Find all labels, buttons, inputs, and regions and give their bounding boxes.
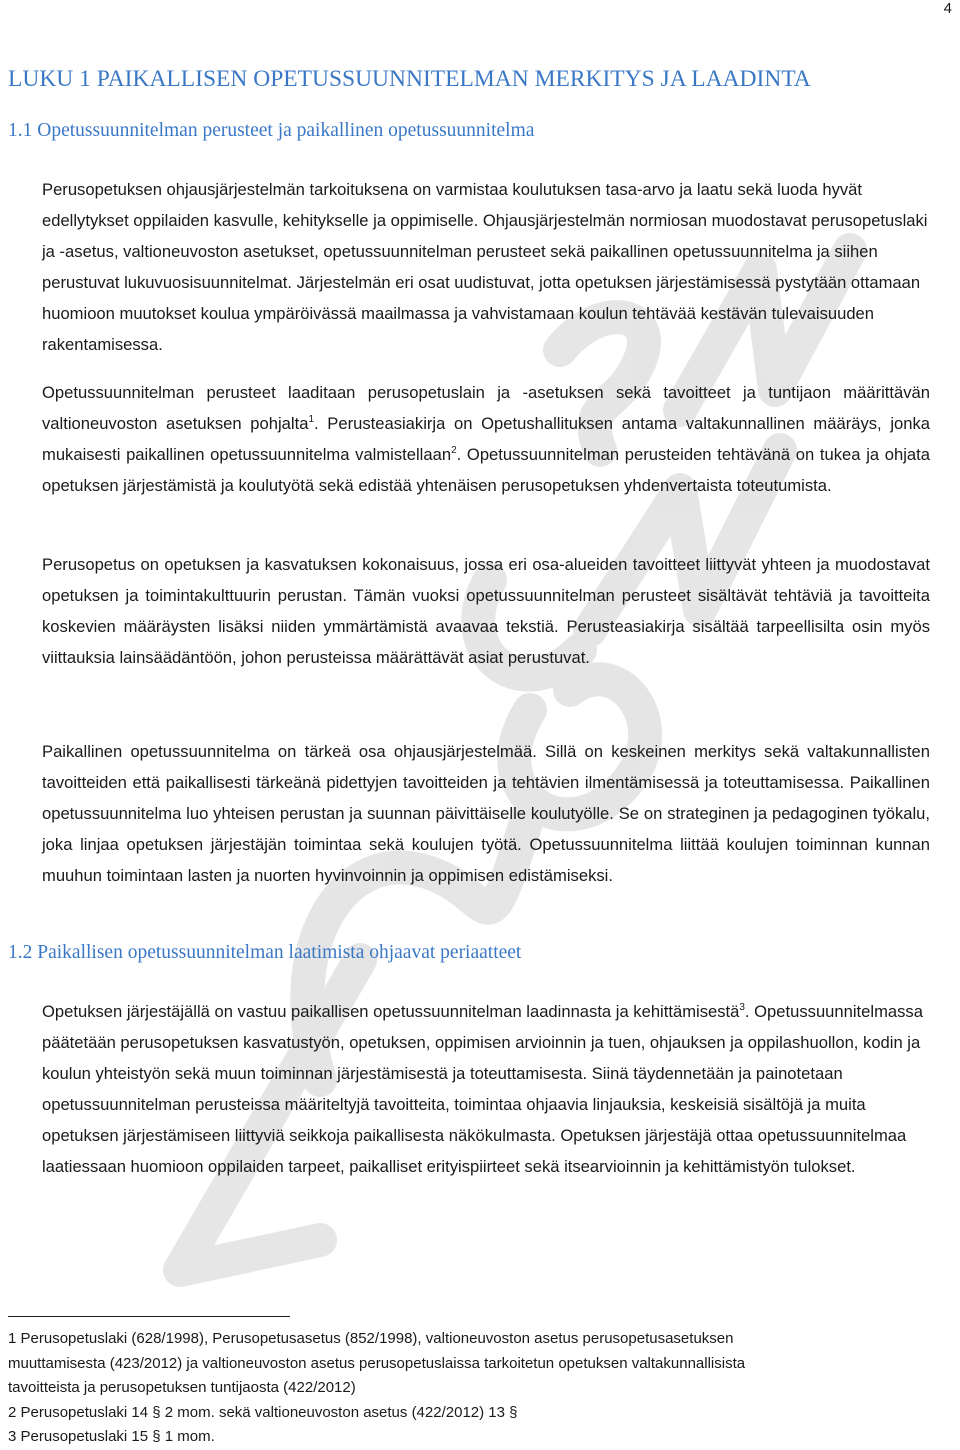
footnote-1	[8, 1327, 938, 1401]
footnote-2: 2 Perusopetuslaki 14 § 2 mom. sekä valtioneuvoston asetus (422/2012) 13 §	[8, 1403, 518, 1421]
section-heading-1-2: 1.2 Paikallisen opetussuunnitelman laatimista ohjaavat periaatteet	[8, 942, 522, 963]
paragraph-perusopetus-kokonaisuus: Perusopetus on opetuksen ja kasvatuksen kokonaisuus, jossa eri osa-alueiden tavoitteet liittyvät yhteen ja muodostavat opetuksen ja toimintakulttuurin perustan. Tämän vuoksi opetussuunnitelman perusteet sisältävät tehtäviä ja tavoitteita koskevien määräysten lisäksi niiden ymmärtämistä avaavaa tekstiä. Perusteasiakirja sisältää tarpeellisilta osin myös viittauksia lainsäädäntöön, johon perusteissa määrättävät asiat perustuvat.	[42, 555, 930, 667]
page-number: 4	[943, 0, 952, 17]
paragraph-text: . Opetussuunnitelmassa päätetään perusopetuksen kasvatustyön, opetuksen, oppimisen arvioinnin ja tuen, ohjauksen ja oppilashuollon, kodin ja koulun yhteistyön sekä muun toiminnan järjestämisestä ja toteuttamisesta. Siinä täydennetään ja painotetaan opetussuunnitelman perusteissa määriteltyjä tavoitteita, toimintaa ohjaavia linjauksia, keskeisiä sisältöjä ja muita opetuksen järjestämiseen liittyviä seikkoja paikallisesta näkökulmasta. Opetuksen järjestäjä ottaa opetussuunnitelmaa laatiessaan huomioon oppilaiden tarpeet, paikalliset erityispiirteet sekä itsearvioinnin ja kehittämistyön tulokset.	[42, 1002, 923, 1176]
paragraph-laatimisen-vastuu	[42, 996, 930, 1182]
footnote-line: tavoitteista ja perusopetuksen tuntijaosta (422/2012)	[8, 1379, 356, 1396]
section-heading-1-1: 1.1 Opetussuunnitelman perusteet ja paikallinen opetussuunnitelma	[8, 120, 535, 141]
paragraph-paikallinen-opetussuunnitelma: Paikallinen opetussuunnitelma on tärkeä osa ohjausjärjestelmää. Sillä on keskeinen merkitys sekä valtakunnallisten tavoitteiden että paikallisesti tärkeänä pidettyjen tavoitteiden ja tehtävien ilmentämisessä ja toteuttamisessa. Paikallinen opetussuunnitelma luo yhteisen perustan ja suunnan päivittäiselle koulutyölle. Se on strateginen ja pedagoginen työkalu, joka linjaa opetuksen järjestäjän toimintaa sekä koulujen työtä. Opetussuunnitelma liittää koulujen toiminnan kunnan muuhun toimintaan lasten ja nuorten hyvinvoinnin ja oppimisen edistämiseksi.	[42, 742, 930, 885]
paragraph-text: . Opetussuunnitelman perusteiden tehtävänä on tukea ja ohjata opetuksen järjestämistä ja koulutyötä sekä edistää yhtenäisen perusopetuksen yhdenvertaista toteutumista.	[42, 445, 931, 495]
footnote-reference[interactable]: 3	[739, 1002, 745, 1013]
paragraph-text: Opetuksen järjestäjällä on vastuu paikallisen opetussuunnitelman laadinnasta ja kehittämisestä	[42, 1002, 740, 1021]
footnote-line: 1 Perusopetuslaki (628/1998), Perusopetusasetus (852/1998), valtioneuvoston asetus perusopetusasetuksen	[8, 1330, 734, 1347]
footnote-reference[interactable]: 1	[308, 414, 314, 425]
footnote-line: muuttamisesta (423/2012) ja valtioneuvoston asetus perusopetuslaissa tarkoitetun opetuksen valtakunnallisista	[8, 1354, 746, 1372]
paragraph-ohjausjarjestelma: Perusopetuksen ohjausjärjestelmän tarkoituksena on varmistaa koulutuksen tasa-arvo ja laatu sekä luoda hyvät edellytykset oppilaiden kasvulle, kehitykselle ja oppimiselle. Ohjausjärjestelmän normiosan muodostavat perusopetuslaki ja -asetus, valtioneuvoston asetukset, opetussuunnitelman perusteet sekä paikallinen opetussuunnitelma ja siihen perustuvat lukuvuosisuunnitelmat. Järjestelmän eri osat uudistuvat, jotta opetuksen järjestämisessä pystytään ottamaan huomioon muutokset koulua ympäröivässä maailmassa ja vahvistamaan koulun tehtävää kestävän tulevaisuuden rakentamisessa.	[42, 180, 928, 354]
footnote-separator	[8, 1316, 290, 1317]
footnote-3: 3 Perusopetuslaki 15 § 1 mom.	[8, 1428, 215, 1445]
paragraph-text: Opetussuunnitelman perusteet laaditaan perusopetuslain ja -asetuksen sekä tavoitteet ja tuntijaon määrittävän valtioneuvoston asetuksen pohjalta	[42, 383, 930, 433]
paragraph-opetussuunnitelman-perusteet	[42, 377, 930, 501]
footnote-reference[interactable]: 2	[451, 445, 457, 456]
paragraph-text: . Perusteasiakirja on Opetushallituksen antama valtakunnallinen määräys, jonka mukaisesti paikallinen opetussuunnitelma valmistellaan	[42, 414, 930, 464]
footnotes	[8, 1327, 938, 1450]
chapter-heading: LUKU 1 PAIKALLISEN OPETUSSUUNNITELMAN MERKITYS JA LAADINTA	[8, 66, 811, 92]
